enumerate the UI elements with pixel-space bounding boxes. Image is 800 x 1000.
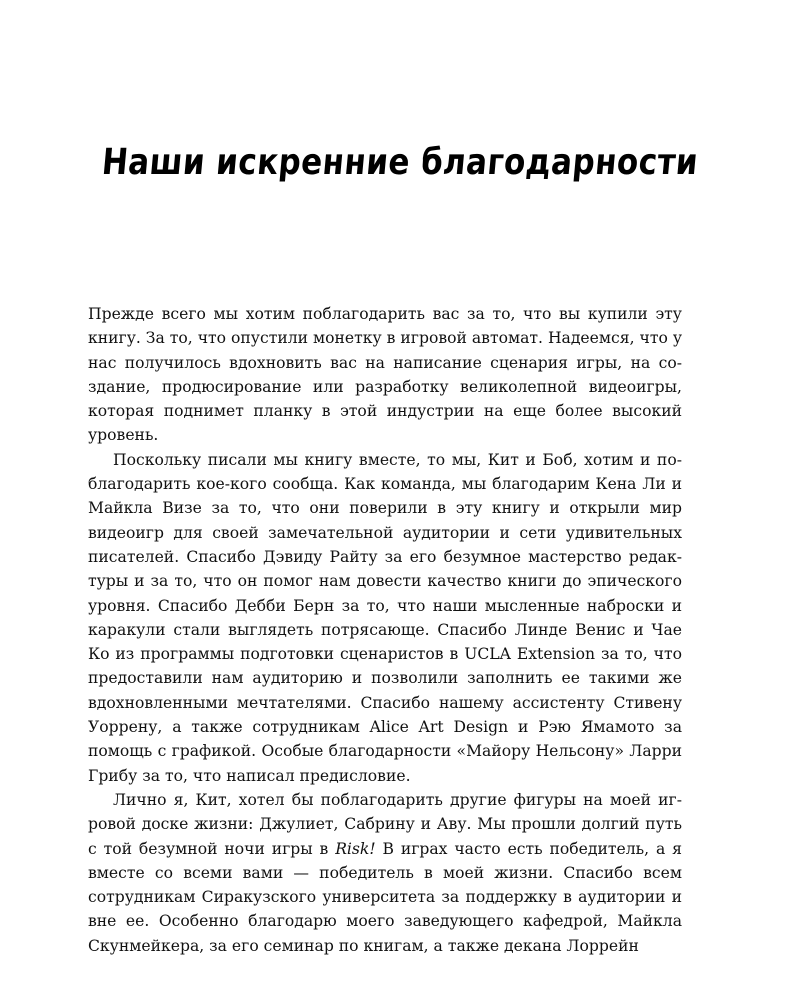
paragraph-2: Поскольку писали мы книгу вместе, то мы, Кит и Боб, хотим и поблагодарить кое-кого сообща. Как команда, мы благодарим Кена Ли и Майкла Визе за то, что они поверили в эту книгу и открыли мир видеоигр для своей замечательной аудитории и сети удивительных писателей. Спасибо Дэвиду Райту за его безумное мастерство редактуры и за то, что он помог нам довести качество книги до эпического уровня. Спасибо Дебби Берн за то, что наши мысленные наброски и каракули стали выглядеть потрясающе. Спасибо Линде Венис и Чае Ко из программы подготовки сценаристов в UCLA Extension за то, что предоставили нам аудиторию и позволили заполнить ее такими же вдохновленными мечтателями. Спасибо нашему ассистенту Стивену Уоррену, а также сотрудникам Alice Art Design и Рэю Ямамото за помощь с графикой. Особые благодарности «Майору Нельсону» Ларри Грибу за то, что написал предисловие. bbox=[88, 450, 682, 785]
paragraph-1: Прежде всего мы хотим поблагодарить вас за то, что вы купили эту книгу. За то, что опустили монетку в игровой автомат. Надеемся, что у нас получилось вдохновить вас на написание сценария игры, на создание, продюсирование или разработку великолепной видеоигры, которая поднимет планку в этой индустрии на еще более высокий уровень. bbox=[88, 305, 682, 445]
chapter-title: Наши искренние благодарности bbox=[100, 142, 700, 183]
paragraph-3-text-after: В играх часто есть победитель, а я вместе со всеми вами — победитель в моей жизни. Спасибо всем сотрудникам Сиракузского университета за поддержку в аудитории и вне ее. Особенно благодарю моего заведующего кафедрой, Майкла Скунмейкера, за его семинар по книгам, а также декана Лоррейн bbox=[88, 839, 682, 955]
paragraph-3 bbox=[88, 788, 682, 958]
body-text bbox=[88, 302, 682, 958]
paragraph-3-text-before: Лично я, Кит, хотел бы поблагодарить другие фигуры на моей игровой доске жизни: Джулиет, Сабрину и Аву. Мы прошли долгий путь с той безумной ночи игры в bbox=[88, 790, 682, 858]
game-title-italic: Risk! bbox=[335, 839, 376, 858]
